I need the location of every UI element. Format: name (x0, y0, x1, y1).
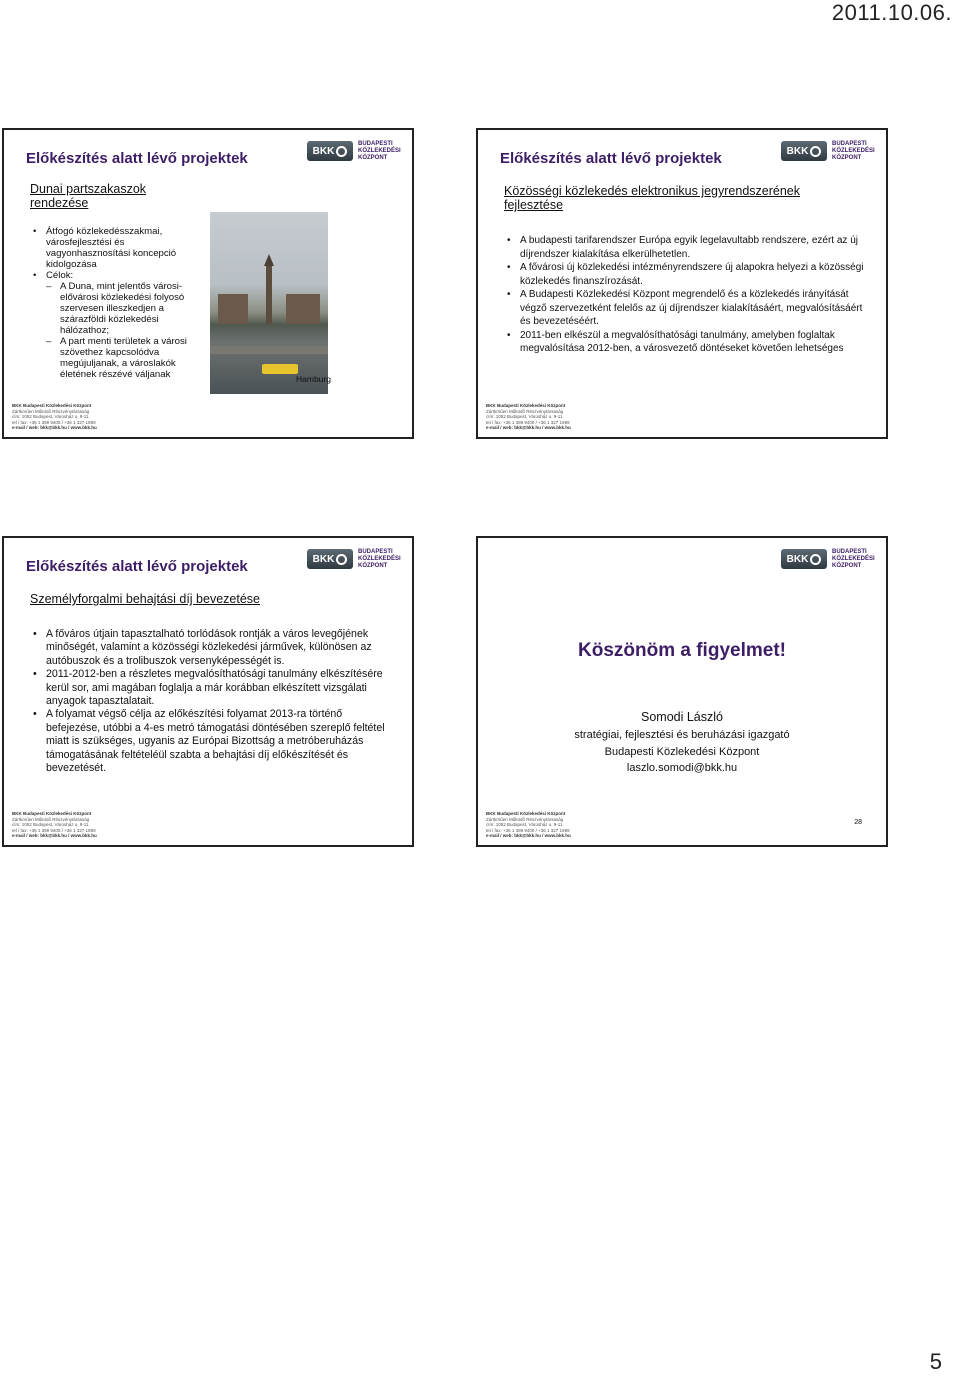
bkk-footer: BKK Budapesti Közlekedési Központ Zártkörűen Működő Részvénytársaság cím: 1052 Budapest, Városház u. 9-11. tel / fax: +36 1 399 9400 / +36 1 327 1989 e-mail / web: bkk@bkk.hu / www.bkk.hu (12, 403, 97, 431)
presenter-email: laszlo.somodi@bkk.hu (626, 762, 738, 774)
slide-dunai-partszakaszok (2, 128, 414, 439)
hamburg-harbour-photo (210, 212, 328, 394)
slide-thank-you (476, 536, 888, 847)
bkk-footer: BKK Budapesti Közlekedési Központ Zártkörűen Működő Részvénytársaság cím: 1052 Budapest, Városház u. 9-11. tel / fax: +36 1 399 9400 / +36 1 327 1989 e-mail / web: bkk@bkk.hu / www.bkk.hu (486, 811, 571, 839)
slide-number: 28 (854, 819, 862, 826)
bullet-item: • A Budapesti Közlekedési Központ megrendelő és a közlekedés irányítását végző szervezetként felelős az új díjrendszer kialakításáért, megvalósításáért és bevezetéséért. (504, 288, 864, 329)
presenter-role: stratégiai, fejlesztési és beruházási igazgató (574, 729, 790, 741)
bullet-item: • A budapesti tarifarendszer Európa egyik legelavultabb rendszere, ezért az új díjrendszer kialakítása elkerülhetetlen. (504, 234, 864, 261)
bullet-item: • A folyamat végső célja az előkészítési folyamat 2013-ra történő befejezése, utóbbi a 4-es metró támogatási döntésében szereplő feltétel miatt is szükséges, ugyanis az Európai Bizottság a metróberuházás támogatásának feltételéül szabta a behajtási díj előkészítését és bevezetését. (30, 708, 390, 775)
slide-title: Előkészítés alatt lévő projektek (500, 150, 722, 167)
bullet-list (30, 628, 390, 775)
slide-subtitle: Személyforgalmi behajtási díj bevezetése (30, 592, 260, 606)
bkk-footer: BKK Budapesti Közlekedési Központ Zártkörűen Működő Részvénytársaság cím: 1052 Budapest, Városház u. 9-11. tel / fax: +36 1 399 9400 / +36 1 327 1989 e-mail / web: bkk@bkk.hu / www.bkk.hu (486, 403, 571, 431)
bullet-item: • Átfogó közlekedésszakmai, városfejlesztési és vagyonhasznosítási koncepció kidolgozása (30, 226, 210, 270)
bullet-item: • A főváros útjain tapasztalható torlódások rontják a város levegőjének minőségét, valamint a közösségi közlekedési járművek, különösen az autóbuszok és a trolibuszok versenyképességét is. (30, 628, 390, 668)
bkk-logo-text: BUDAPESTI KÖZLEKEDÉSI KÖZPONT (832, 140, 875, 161)
bkk-logo-text: BUDAPESTI KÖZLEKEDÉSI KÖZPONT (358, 548, 401, 569)
bkk-logo-text: BUDAPESTI KÖZLEKEDÉSI KÖZPONT (358, 140, 401, 161)
bkk-logo (781, 138, 876, 164)
bkk-badge: BKK (307, 549, 353, 569)
bullet-list (504, 234, 864, 356)
slide-title: Előkészítés alatt lévő projektek (26, 150, 248, 167)
slide-subtitle: Dunai partszakaszok rendezése (30, 182, 147, 210)
presenter-organization: Budapesti Közlekedési Központ (604, 746, 760, 758)
bullet-item: • A fővárosi új közlekedési intézményrendszere új alapokra helyezi a közösségi közlekedés finanszírozását. (504, 261, 864, 288)
bkk-footer: BKK Budapesti Közlekedési Központ Zártkörűen Működő Részvénytársaság cím: 1052 Budapest, Városház u. 9-11. tel / fax: +36 1 399 9400 / +36 1 327 1989 e-mail / web: bkk@bkk.hu / www.bkk.hu (12, 811, 97, 839)
bkk-badge: BKK (307, 141, 353, 161)
bkk-badge: BKK (781, 141, 827, 161)
sub-bullet-item: – A part menti területek a városi szövethez kapcsolódva megújuljanak, a városlakók életének részévé váljanak (30, 336, 210, 380)
thank-you-heading: Köszönöm a figyelmet! (578, 640, 786, 661)
bkk-logo (781, 546, 876, 572)
slide-jegyrendszer (476, 128, 888, 439)
bkk-logo-text: BUDAPESTI KÖZLEKEDÉSI KÖZPONT (832, 548, 875, 569)
presenter-name: Somodi László (641, 710, 723, 724)
slide-subtitle: Közösségi közlekedés elektronikus jegyrendszerének fejlesztése (504, 184, 800, 212)
photo-caption: Hamburg (296, 374, 331, 384)
bullet-item: • 2011-2012-ben a részletes megvalósíthatósági tanulmány elkészítésére kerül sor, ami magában foglalja a már korábban elkészített vizsgálati anyagok tapasztalatait. (30, 668, 390, 708)
bullet-list (30, 226, 210, 380)
bkk-logo (307, 546, 402, 572)
bullet-item: • Célok: (30, 270, 210, 281)
bkk-badge: BKK (781, 549, 827, 569)
sub-bullet-item: – A Duna, mint jelentős városi-elővárosi közlekedési folyosó szervesen illeszkedjen a szárazföldi közlekedési hálózathoz; (30, 281, 210, 336)
bkk-logo (307, 138, 402, 164)
slide-behajtasi-dij (2, 536, 414, 847)
print-date: 2011.10.06. (831, 0, 952, 25)
slide-title: Előkészítés alatt lévő projektek (26, 558, 248, 575)
page-number: 5 (929, 1349, 942, 1374)
bullet-item: • 2011-ben elkészül a megvalósíthatósági tanulmány, amelyben foglaltak megvalósítása 2012-ben, a városvezető döntéseket követően lehetséges (504, 329, 864, 356)
